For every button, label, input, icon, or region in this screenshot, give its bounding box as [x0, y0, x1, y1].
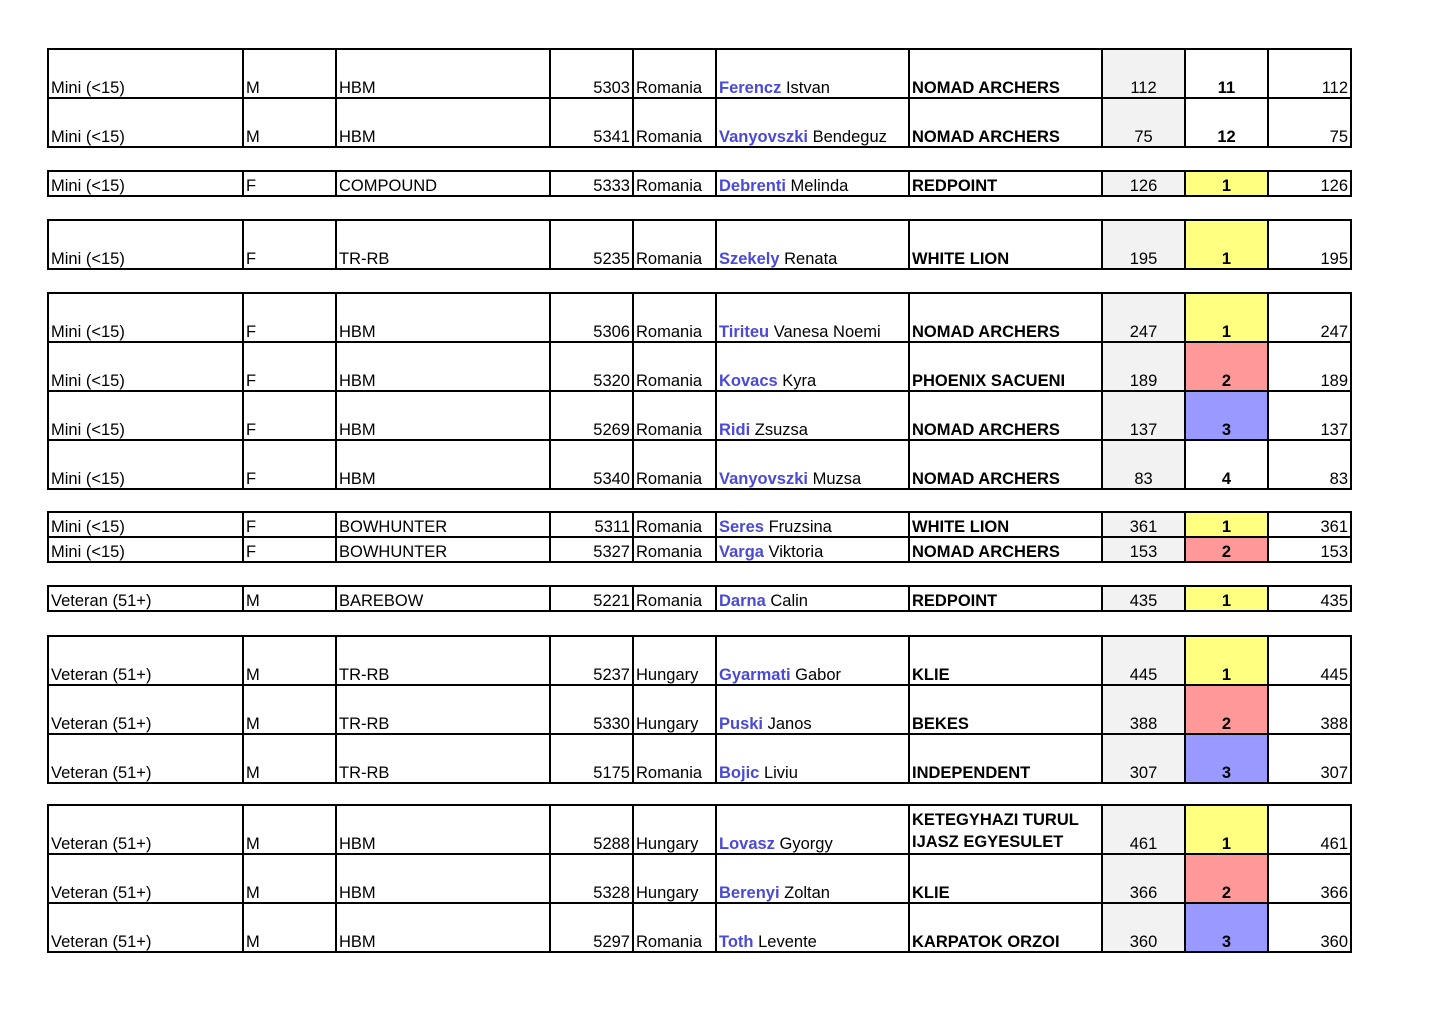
total-cell: 388 — [1268, 685, 1351, 734]
division-cell: TR-RB — [336, 636, 550, 685]
division-cell: HBM — [336, 903, 550, 952]
score-cell: 137 — [1102, 391, 1185, 440]
total-cell: 445 — [1268, 636, 1351, 685]
place-cell: 1 — [1185, 636, 1268, 685]
place-cell: 1 — [1185, 293, 1268, 342]
archer-name-cell — [716, 636, 909, 685]
category-cell: Veteran (51+) — [48, 903, 243, 952]
club-cell: PHOENIX SACUENI — [909, 342, 1102, 391]
archer-id-cell: 5297 — [550, 903, 633, 952]
result-group-table — [47, 219, 1352, 270]
archer-id-cell: 5175 — [550, 734, 633, 783]
table-row — [48, 440, 1351, 489]
score-cell: 247 — [1102, 293, 1185, 342]
archer-id-cell: 5237 — [550, 636, 633, 685]
result-group-table — [47, 804, 1352, 953]
table-row — [48, 98, 1351, 147]
total-cell: 435 — [1268, 586, 1351, 611]
club-cell: WHITE LION — [909, 220, 1102, 269]
club-cell: WHITE LION — [909, 512, 1102, 537]
archer-last-name: Kovacs — [719, 372, 778, 390]
total-cell: 189 — [1268, 342, 1351, 391]
club-cell: NOMAD ARCHERS — [909, 440, 1102, 489]
archer-last-name: Seres — [719, 518, 764, 536]
country-cell: Romania — [633, 537, 716, 562]
total-cell: 366 — [1268, 854, 1351, 903]
gender-cell: F — [243, 171, 336, 196]
archer-last-name: Toth — [719, 933, 754, 951]
category-cell: Mini (<15) — [48, 537, 243, 562]
archer-name-cell — [716, 512, 909, 537]
total-cell: 195 — [1268, 220, 1351, 269]
division-cell: COMPOUND — [336, 171, 550, 196]
archer-last-name: Szekely — [719, 250, 780, 268]
table-row — [48, 293, 1351, 342]
category-cell: Veteran (51+) — [48, 636, 243, 685]
gender-cell: M — [243, 636, 336, 685]
club-cell: NOMAD ARCHERS — [909, 391, 1102, 440]
archer-first-name: Gabor — [795, 666, 841, 684]
division-cell: TR-RB — [336, 220, 550, 269]
division-cell: HBM — [336, 49, 550, 98]
total-cell: 361 — [1268, 512, 1351, 537]
division-cell: HBM — [336, 854, 550, 903]
result-group-table — [47, 170, 1352, 197]
archer-last-name: Ferencz — [719, 79, 782, 97]
gender-cell: F — [243, 220, 336, 269]
country-cell: Hungary — [633, 685, 716, 734]
table-row — [48, 49, 1351, 98]
place-cell: 2 — [1185, 685, 1268, 734]
category-cell: Veteran (51+) — [48, 805, 243, 854]
score-cell: 195 — [1102, 220, 1185, 269]
gender-cell: M — [243, 685, 336, 734]
archer-first-name: Levente — [758, 933, 817, 951]
club-cell: NOMAD ARCHERS — [909, 537, 1102, 562]
gender-cell: M — [243, 98, 336, 147]
country-cell: Romania — [633, 98, 716, 147]
result-group-table — [47, 635, 1352, 784]
archer-id-cell: 5340 — [550, 440, 633, 489]
table-row — [48, 512, 1351, 537]
country-cell: Romania — [633, 440, 716, 489]
country-cell: Romania — [633, 220, 716, 269]
gender-cell: F — [243, 537, 336, 562]
archer-first-name: Gyorgy — [779, 835, 833, 853]
country-cell: Romania — [633, 171, 716, 196]
category-cell: Veteran (51+) — [48, 854, 243, 903]
table-row — [48, 391, 1351, 440]
place-cell: 11 — [1185, 49, 1268, 98]
club-cell: KARPATOK ORZOI — [909, 903, 1102, 952]
club-cell: KETEGYHAZI TURUL IJASZ EGYESULET — [909, 805, 1102, 854]
archer-name-cell — [716, 805, 909, 854]
archer-last-name: Gyarmati — [719, 666, 791, 684]
score-cell: 126 — [1102, 171, 1185, 196]
country-cell: Romania — [633, 293, 716, 342]
archer-name-cell — [716, 854, 909, 903]
archer-first-name: Liviu — [763, 764, 798, 782]
club-cell: REDPOINT — [909, 586, 1102, 611]
club-cell: BEKES — [909, 685, 1102, 734]
archer-id-cell: 5221 — [550, 586, 633, 611]
place-cell: 12 — [1185, 98, 1268, 147]
division-cell: HBM — [336, 98, 550, 147]
result-group-table — [47, 292, 1352, 490]
category-cell: Veteran (51+) — [48, 685, 243, 734]
category-cell: Mini (<15) — [48, 49, 243, 98]
score-cell: 360 — [1102, 903, 1185, 952]
archer-name-cell — [716, 293, 909, 342]
total-cell: 126 — [1268, 171, 1351, 196]
archer-first-name: Renata — [784, 250, 838, 268]
category-cell: Mini (<15) — [48, 342, 243, 391]
archer-first-name: Vanesa Noemi — [773, 323, 881, 341]
table-row — [48, 586, 1351, 611]
archer-last-name: Puski — [719, 715, 764, 733]
archer-last-name: Lovasz — [719, 835, 775, 853]
archer-last-name: Vanyovszki — [719, 128, 808, 146]
archer-first-name: Janos — [767, 715, 812, 733]
archer-id-cell: 5306 — [550, 293, 633, 342]
archer-first-name: Bendeguz — [812, 128, 887, 146]
category-cell: Mini (<15) — [48, 512, 243, 537]
division-cell: BOWHUNTER — [336, 537, 550, 562]
score-cell: 75 — [1102, 98, 1185, 147]
club-cell: NOMAD ARCHERS — [909, 49, 1102, 98]
club-cell: REDPOINT — [909, 171, 1102, 196]
total-cell: 153 — [1268, 537, 1351, 562]
archer-first-name: Zsuzsa — [754, 421, 808, 439]
archer-last-name: Darna — [719, 592, 766, 610]
archer-name-cell — [716, 49, 909, 98]
archer-id-cell: 5235 — [550, 220, 633, 269]
score-cell: 83 — [1102, 440, 1185, 489]
archer-name-cell — [716, 685, 909, 734]
place-cell: 1 — [1185, 171, 1268, 196]
archer-name-cell — [716, 98, 909, 147]
category-cell: Mini (<15) — [48, 440, 243, 489]
club-cell: KLIE — [909, 854, 1102, 903]
category-cell: Veteran (51+) — [48, 586, 243, 611]
score-cell: 361 — [1102, 512, 1185, 537]
category-cell: Mini (<15) — [48, 171, 243, 196]
division-cell: HBM — [336, 440, 550, 489]
club-cell: INDEPENDENT — [909, 734, 1102, 783]
score-cell: 366 — [1102, 854, 1185, 903]
place-cell: 1 — [1185, 512, 1268, 537]
archer-first-name: Muzsa — [812, 470, 862, 488]
archer-first-name: Zoltan — [784, 884, 830, 902]
club-cell: NOMAD ARCHERS — [909, 98, 1102, 147]
archer-last-name: Ridi — [719, 421, 751, 439]
division-cell: TR-RB — [336, 734, 550, 783]
archer-first-name: Kyra — [782, 372, 817, 390]
club-cell: NOMAD ARCHERS — [909, 293, 1102, 342]
total-cell: 83 — [1268, 440, 1351, 489]
country-cell: Hungary — [633, 636, 716, 685]
category-cell: Mini (<15) — [48, 98, 243, 147]
archer-id-cell: 5311 — [550, 512, 633, 537]
result-group-table — [47, 511, 1352, 563]
archer-first-name: Istvan — [785, 79, 830, 97]
archer-id-cell: 5288 — [550, 805, 633, 854]
archer-name-cell — [716, 440, 909, 489]
division-cell: TR-RB — [336, 685, 550, 734]
result-group-table — [47, 585, 1352, 612]
division-cell: BAREBOW — [336, 586, 550, 611]
total-cell: 137 — [1268, 391, 1351, 440]
country-cell: Romania — [633, 391, 716, 440]
archer-name-cell — [716, 903, 909, 952]
country-cell: Romania — [633, 734, 716, 783]
table-row — [48, 685, 1351, 734]
place-cell: 3 — [1185, 734, 1268, 783]
archer-id-cell: 5327 — [550, 537, 633, 562]
division-cell: HBM — [336, 293, 550, 342]
table-row — [48, 734, 1351, 783]
country-cell: Hungary — [633, 854, 716, 903]
archer-id-cell: 5269 — [550, 391, 633, 440]
archer-last-name: Tiriteu — [719, 323, 770, 341]
table-row — [48, 636, 1351, 685]
country-cell: Romania — [633, 49, 716, 98]
archer-last-name: Varga — [719, 543, 764, 561]
total-cell: 75 — [1268, 98, 1351, 147]
gender-cell: M — [243, 805, 336, 854]
country-cell: Hungary — [633, 805, 716, 854]
gender-cell: F — [243, 391, 336, 440]
archer-id-cell: 5328 — [550, 854, 633, 903]
archer-id-cell: 5303 — [550, 49, 633, 98]
archer-name-cell — [716, 734, 909, 783]
place-cell: 1 — [1185, 586, 1268, 611]
table-row — [48, 537, 1351, 562]
table-row — [48, 903, 1351, 952]
place-cell: 2 — [1185, 854, 1268, 903]
gender-cell: F — [243, 440, 336, 489]
gender-cell: F — [243, 342, 336, 391]
archer-last-name: Vanyovszki — [719, 470, 808, 488]
country-cell: Romania — [633, 342, 716, 391]
total-cell: 360 — [1268, 903, 1351, 952]
country-cell: Romania — [633, 586, 716, 611]
archer-last-name: Debrenti — [719, 177, 786, 195]
result-group-table — [47, 48, 1352, 148]
country-cell: Romania — [633, 512, 716, 537]
archer-last-name: Berenyi — [719, 884, 780, 902]
place-cell: 2 — [1185, 342, 1268, 391]
category-cell: Mini (<15) — [48, 220, 243, 269]
score-cell: 461 — [1102, 805, 1185, 854]
archer-id-cell: 5333 — [550, 171, 633, 196]
division-cell: HBM — [336, 391, 550, 440]
archer-id-cell: 5330 — [550, 685, 633, 734]
archer-name-cell — [716, 586, 909, 611]
place-cell: 4 — [1185, 440, 1268, 489]
table-row — [48, 342, 1351, 391]
category-cell: Mini (<15) — [48, 391, 243, 440]
gender-cell: F — [243, 512, 336, 537]
gender-cell: M — [243, 854, 336, 903]
archer-name-cell — [716, 220, 909, 269]
score-cell: 388 — [1102, 685, 1185, 734]
gender-cell: M — [243, 734, 336, 783]
archer-first-name: Fruzsina — [768, 518, 832, 536]
archer-first-name: Calin — [770, 592, 808, 610]
division-cell: HBM — [336, 342, 550, 391]
gender-cell: F — [243, 293, 336, 342]
score-cell: 445 — [1102, 636, 1185, 685]
total-cell: 307 — [1268, 734, 1351, 783]
archer-name-cell — [716, 391, 909, 440]
archer-name-cell — [716, 342, 909, 391]
table-row — [48, 805, 1351, 854]
archer-last-name: Bojic — [719, 764, 760, 782]
gender-cell: M — [243, 49, 336, 98]
division-cell: BOWHUNTER — [336, 512, 550, 537]
club-cell: KLIE — [909, 636, 1102, 685]
division-cell: HBM — [336, 805, 550, 854]
table-row — [48, 854, 1351, 903]
place-cell: 1 — [1185, 805, 1268, 854]
total-cell: 112 — [1268, 49, 1351, 98]
total-cell: 461 — [1268, 805, 1351, 854]
place-cell: 3 — [1185, 391, 1268, 440]
place-cell: 3 — [1185, 903, 1268, 952]
gender-cell: M — [243, 903, 336, 952]
category-cell: Veteran (51+) — [48, 734, 243, 783]
score-cell: 112 — [1102, 49, 1185, 98]
place-cell: 2 — [1185, 537, 1268, 562]
table-row — [48, 171, 1351, 196]
archer-id-cell: 5341 — [550, 98, 633, 147]
gender-cell: M — [243, 586, 336, 611]
archer-first-name: Viktoria — [768, 543, 824, 561]
place-cell: 1 — [1185, 220, 1268, 269]
total-cell: 247 — [1268, 293, 1351, 342]
score-cell: 307 — [1102, 734, 1185, 783]
archer-name-cell — [716, 537, 909, 562]
archer-first-name: Melinda — [790, 177, 849, 195]
archer-id-cell: 5320 — [550, 342, 633, 391]
table-row — [48, 220, 1351, 269]
score-cell: 153 — [1102, 537, 1185, 562]
archer-name-cell — [716, 171, 909, 196]
score-cell: 189 — [1102, 342, 1185, 391]
category-cell: Mini (<15) — [48, 293, 243, 342]
score-cell: 435 — [1102, 586, 1185, 611]
country-cell: Romania — [633, 903, 716, 952]
